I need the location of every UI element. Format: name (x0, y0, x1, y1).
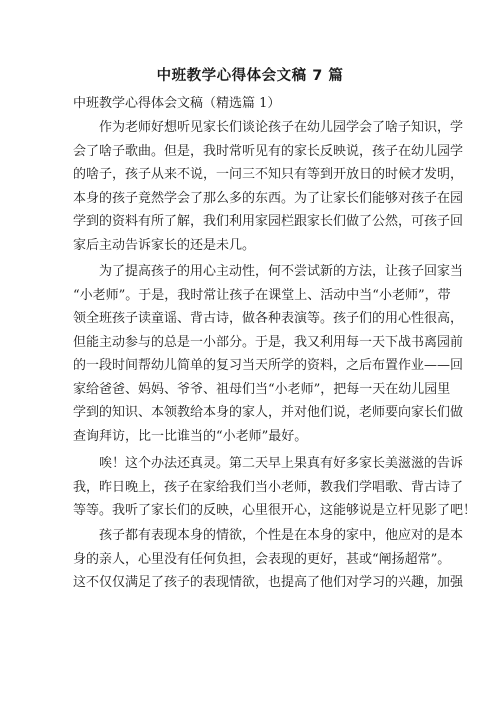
paragraph-line: 学到的资料有所了解，我们利用家园栏跟家长们做了公然，可孩子回 (73, 214, 464, 229)
paragraph-line: 为了提高孩子的用心主动性，何不尝试新的方法，让孩子回家当 (99, 264, 464, 279)
paragraph-line: 家给爸爸、妈妈、爷爷、祖母们当“小老师”，把每一天在幼儿园里 (73, 381, 451, 397)
paragraph-line: “小老师”。于是，我时常让孩子在课堂上、活动中当“小老师”，带 (73, 287, 451, 303)
paragraph-line: 但能主动参与的总是一小部分。于是，我又利用每一天下战书离园前 (73, 334, 464, 350)
paragraph-line: 作为老师好想听见家长们谈论孩子在幼儿园学会了啥子知识，学 (99, 120, 464, 135)
paragraph-line: 我，昨日晚上，孩子在家给我们当小老师，教我们学唱歌、背古诗了 (73, 479, 464, 495)
paragraph-line: 家后主动告诉家长的还是未几。 (73, 237, 256, 253)
paragraph-1 (73, 116, 464, 257)
document-subtitle: 中班教学心得体会文稿（精选篇 1） (73, 96, 281, 111)
paragraph-line: 领全班孩子读童谣、背古诗，做各种表演等。孩子们的用心性很高， (73, 311, 464, 326)
paragraph-2 (73, 260, 464, 448)
paragraph-line: 学到的知识、本领教给本身的家人，并对他们说，老师要向家长们做 (73, 405, 464, 420)
paragraph-line: 身的亲人，心里没有任何负担，会表现的更好，甚或“阐扬超常”。 (73, 551, 451, 567)
paragraph-line: 孩子都有表现本身的情欲，个性是在本身的家中，他应对的是本 (99, 528, 464, 543)
paragraph-4 (73, 524, 464, 595)
paragraph-line: 唉！这个办法还真灵。第二天早上果真有好多家长美滋滋的告诉 (99, 456, 464, 471)
paragraph-line: 查询拜访，比一比谁当的“小老师”最好。 (73, 428, 308, 444)
paragraph-line: 会了啥子歌曲。但是，我时常听见有的家长反映说，孩子在幼儿园学 (73, 143, 464, 159)
paragraph-line: 等等。我听了家长们的反映，心里很开心，这能够说是立杆见影了吧！ (73, 503, 477, 518)
paragraph-line: 的一段时间帮幼儿简单的复习当天所学的资料，之后布置作业——回 (73, 358, 464, 373)
paragraph-3 (73, 452, 477, 523)
paragraph-line: 本身的孩子竟然学会了那么多的东西。为了让家长们能够对孩子在园 (73, 190, 464, 206)
document-title: 中班教学心得体会文稿 7 篇 (156, 68, 344, 84)
paragraph-line: 的啥子，孩子从来不说，一问三不知只有等到开放日的时候才发明， (73, 167, 464, 182)
paragraph-line: 这不仅仅满足了孩子的表现情欲，也提高了他们对学习的兴趣，加强 (73, 575, 464, 590)
